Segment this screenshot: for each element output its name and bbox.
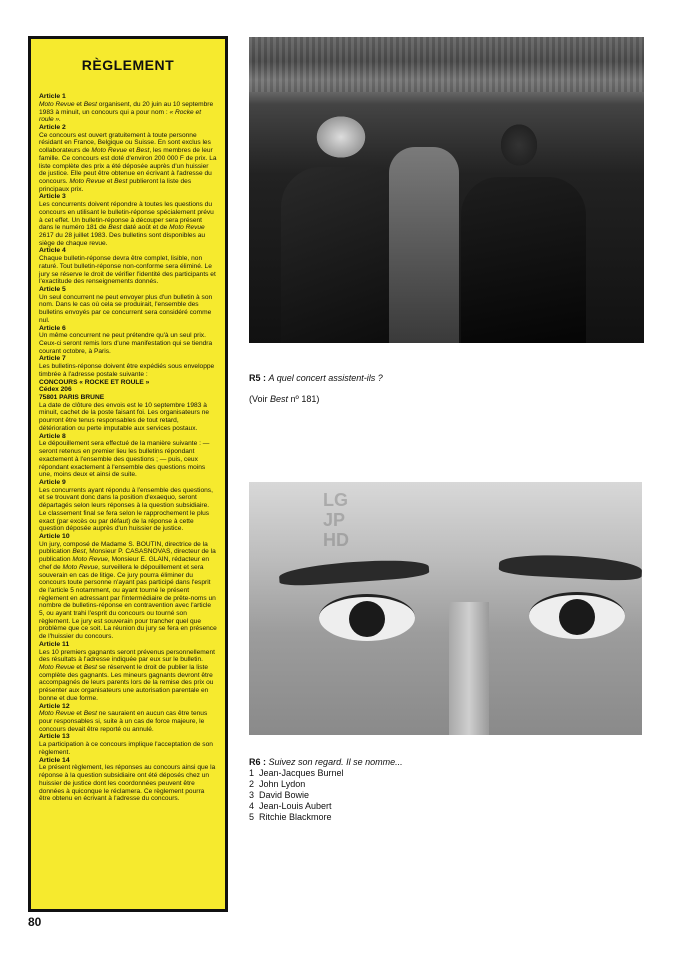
article-text-segment: Best <box>83 710 97 718</box>
article <box>39 325 217 356</box>
article-body <box>39 541 217 641</box>
option-name: Ritchie Blackmore <box>259 812 332 822</box>
article-body <box>39 101 217 124</box>
article-text-segment: Moto Revue <box>69 177 105 185</box>
article-heading: Article 3 <box>39 193 66 201</box>
article-body <box>39 294 217 325</box>
article-text-segment: et <box>74 100 84 108</box>
r6-option <box>249 779 344 790</box>
article-heading: Article 2 <box>39 123 66 131</box>
article-text-segment: Les concurrents ayant répondu à l'ensemble des questions, et se trouvant donc dans la position d'exaequo, seront départagés selon leurs réponses à la question subsidiaire. Le classement final se fera selon le rapprochement le plus exact (par excès ou par défaut) de la réponse à cette question déposée auprès d'un huissier de justice. <box>39 486 213 533</box>
article-body <box>39 402 217 433</box>
article-text-segment: Un jury, composé de Madame S. BOUTIN, directrice de la publication <box>39 540 208 556</box>
article-body <box>39 440 217 479</box>
article-text-segment: Moto Revue <box>72 556 108 564</box>
article-heading: Article 10 <box>39 532 70 540</box>
option-name: John Lydon <box>259 779 306 789</box>
watermark-text-1: LG <box>323 490 348 510</box>
watermark-text-2: JP <box>323 510 346 530</box>
article <box>39 124 217 193</box>
article-text-segment: Moto Revue <box>91 147 127 155</box>
article-text-segment: « Rocke et roule ». <box>39 108 202 124</box>
article-heading: Article 8 <box>39 432 66 440</box>
article-heading: Article 11 <box>39 640 70 648</box>
article-body <box>39 741 217 756</box>
article-text-segment: et <box>74 664 84 672</box>
article-text-segment: se réservent le droit de publier la liste complète des gagnants. Les mineurs gagnants devront être accompagnés de leurs parents lors de la remise des prix ou présenter aux organisateurs une autorisation parentale en bonne et due forme. <box>39 664 214 702</box>
caption-r6 <box>249 757 403 768</box>
article-body <box>39 132 217 194</box>
article-heading: Article 7 <box>39 355 66 363</box>
rules-box <box>28 36 228 912</box>
article-text-segment: daté août et de <box>121 224 170 232</box>
article-text-segment: Best <box>83 664 97 672</box>
contest-address-line: 75801 PARIS BRUNE <box>39 394 105 402</box>
article-text-segment: Moto Revue <box>169 224 205 232</box>
article <box>39 355 217 432</box>
article-text-segment: Moto Revue <box>62 563 99 571</box>
eyes-photo <box>249 482 642 735</box>
option-name: Jean-Jacques Burnel <box>259 768 344 778</box>
r6-label: R6 : <box>249 757 267 767</box>
article-text-segment: Best <box>83 100 97 108</box>
option-name: David Bowie <box>259 790 310 800</box>
r5-label: R5 : <box>249 373 267 383</box>
eye-left <box>319 594 415 641</box>
article-heading: Article 4 <box>39 247 66 255</box>
r6-option <box>249 801 344 812</box>
option-number: 5 <box>249 812 255 822</box>
article <box>39 479 217 533</box>
article-text-segment: Le dépouillement sera effectué de la manière suivante : — seront retenus en premier lieu les bulletins répondant exactement à l'ensemble des questions ; — puis, ceux répondant exactement à l'ensemble des questions moins une, moins deux et ainsi de suite. <box>39 440 210 479</box>
article-body <box>39 363 217 378</box>
article <box>39 733 217 756</box>
article-heading: Article 6 <box>39 324 66 332</box>
article <box>39 247 217 286</box>
article-text-segment: Best <box>108 224 122 232</box>
person-center <box>389 147 459 343</box>
article <box>39 533 217 641</box>
article-text-segment: Best <box>114 177 128 185</box>
iris-left <box>349 601 385 637</box>
article-text-segment: Les concurrents doivent répondre à toutes les questions du concours en utilisant le bulletin-réponse spécialement prévu à cet effet. Un bulletin-réponse à découper sera présent dans le numéro 181 de <box>39 201 214 232</box>
article-body <box>39 332 217 355</box>
watermark-text-3: HD <box>323 530 349 550</box>
article <box>39 641 217 703</box>
r6-option <box>249 812 344 823</box>
article-text-segment: , Monsieur P. CASASNOVAS, directeur de la publication <box>39 548 216 564</box>
article-text-segment: Best <box>136 147 150 155</box>
eye-right <box>529 592 625 639</box>
article-text-segment: Best <box>72 548 86 556</box>
article-text-segment: et <box>74 710 84 718</box>
article-body <box>39 201 217 247</box>
article-text-segment: 2617 du 28 juillet 1983. Des bulletins sont disponibles au siège de chaque revue. <box>39 231 206 247</box>
article-text-segment: publieront la liste des principaux prix. <box>39 177 192 193</box>
concert-photo <box>249 37 644 343</box>
article <box>39 703 217 734</box>
option-number: 3 <box>249 790 255 800</box>
article-text-segment: organisent, du 20 juin au 10 septembre 1983 à minuit, un concours qui a pour nom : <box>39 100 214 116</box>
iris-right <box>559 599 595 635</box>
r6-question: Suivez son regard. Il se nomme... <box>268 757 403 767</box>
article-text-segment: , les membres de leur famille. Ce concours est doté d'environ 200 000 F de prix. La liste complète des prix a été déposée auprès d'un huissier de justice. Elle peut être obtenue en écrivant à l'adresse du concours. <box>39 147 217 185</box>
article <box>39 193 217 247</box>
article-text-segment: Les bulletins-réponse doivent être expédiés sous enveloppe timbrée à l'adresse postale suivante : <box>39 363 215 378</box>
article <box>39 433 217 479</box>
article-text-segment: Le présent règlement, les réponses au concours ainsi que la réponse à la question subsidiaire ont été déposés chez un huissier de justice dont les coordonnées peuvent être données à quiconque le réclamera. Ce règlement pourra être obtenu en écrivant à l'adresse du concours. <box>39 764 216 803</box>
article-body <box>39 710 217 733</box>
r5-note-suffix: nº 181) <box>288 394 320 404</box>
articles-list <box>39 93 217 803</box>
article-text-segment: Moto Revue <box>39 710 75 718</box>
article-text-segment: , Monsieur E. GLAIN, rédacteur en chef de <box>39 556 210 571</box>
contest-address-line: CONCOURS « ROCKE ET ROULE » <box>39 378 150 386</box>
nose-bridge <box>449 602 489 735</box>
article <box>39 93 217 124</box>
watermark-logo <box>279 490 369 558</box>
r6-options-list <box>249 768 344 823</box>
article-heading: Article 13 <box>39 733 70 741</box>
article-heading: Article 9 <box>39 478 66 486</box>
article-text-segment: Moto Revue <box>39 664 75 672</box>
r6-option <box>249 790 344 801</box>
article-text-segment: Les 10 premiers gagnants seront prévenus personnellement des résultats à l'adresse indiquée par eux sur le bulletin. <box>39 648 215 664</box>
article-text-segment: La participation à ce concours implique l'acceptation de son règlement. <box>39 741 213 756</box>
page-number: 80 <box>28 915 42 929</box>
article-text-segment: Moto Revue <box>39 100 75 108</box>
article-text-segment: Un même concurrent ne peut prétendre qu'à un seul prix. Ceux-ci seront remis lors d'une manifestation qui se tiendra courant octobre, à Paris. <box>39 332 213 355</box>
caption-r5 <box>249 373 383 384</box>
r5-note-mag: Best <box>270 394 289 404</box>
stadium-stand <box>249 37 644 92</box>
article-text-segment: Chaque bulletin-réponse devra être complet, lisible, non raturé. Tout bulletin-réponse non-conforme sera éliminé. Le jury se réserve le droit de vérifier l'identité des participants et l'exactitude des renseignements donnés. <box>39 255 216 286</box>
option-number: 2 <box>249 779 255 789</box>
eyebrow-left <box>278 557 429 587</box>
article-text-segment: La date de clôture des envois est le 10 septembre 1983 à minuit, cachet de la poste faisant foi. Les organisateurs ne pourront être tenus responsables de tout retard, détérioration ou perte imputable aux services postaux. <box>39 401 210 432</box>
article-text-segment: Un seul concurrent ne peut envoyer plus d'un bulletin à son nom. Dans le cas où cela se produirait, l'ensemble des bulletins envoyés par ce concurrent sera considéré comme nul. <box>39 293 213 324</box>
article-body <box>39 487 217 533</box>
r5-note-prefix: (Voir <box>249 394 271 404</box>
person-right <box>461 177 586 343</box>
rules-title: RÈGLEMENT <box>81 57 175 73</box>
article-text-segment: ne sauraient en aucun cas être tenus pour responsables si, suite à un cas de force majeure, le concours devait être reporté ou annulé. <box>39 710 208 733</box>
article-heading: Article 14 <box>39 756 70 764</box>
option-number: 1 <box>249 768 255 778</box>
caption-r5-note <box>249 394 319 405</box>
article-heading: Article 5 <box>39 285 66 293</box>
r6-option <box>249 768 344 779</box>
article-body <box>39 764 217 803</box>
article-text-segment: Ce concours est ouvert gratuitement à toute personne résidant en France, Belgique ou Suisse. En sont exclus les collaborateurs de <box>39 131 211 155</box>
article-body <box>39 649 217 703</box>
eyebrow-right <box>499 552 642 581</box>
article-text-segment: , surveillera le dépouillement et sera souverain en cas de litige. Ce jury pourra éliminer du concours toute personne n'ayant pas participé dans l'esprit de l'article 5 notamment, ou ayant tourné le présent règlement en adressant par l'intermédiaire de prête-noms un nombre de bulletins-réponse en contravention avec l'article 5, ou ayant trahi l'esprit du concours ou tourné son règlement. Le jury est souverain pour trancher quel que problème que ce soit. La réunion du jury se fera en présence de l'huissier du concours. <box>39 563 217 641</box>
article-heading: Article 1 <box>39 93 66 100</box>
article <box>39 757 217 803</box>
article <box>39 286 217 325</box>
article-body <box>39 255 217 286</box>
option-name: Jean-Louis Aubert <box>259 801 332 811</box>
article-text-segment: et <box>126 147 137 155</box>
article-heading: Article 12 <box>39 702 70 710</box>
r5-question: A quel concert assistent-ils ? <box>268 373 383 383</box>
contest-address-line: Cédex 206 <box>39 386 72 394</box>
article-text-segment: et <box>104 177 115 185</box>
option-number: 4 <box>249 801 255 811</box>
